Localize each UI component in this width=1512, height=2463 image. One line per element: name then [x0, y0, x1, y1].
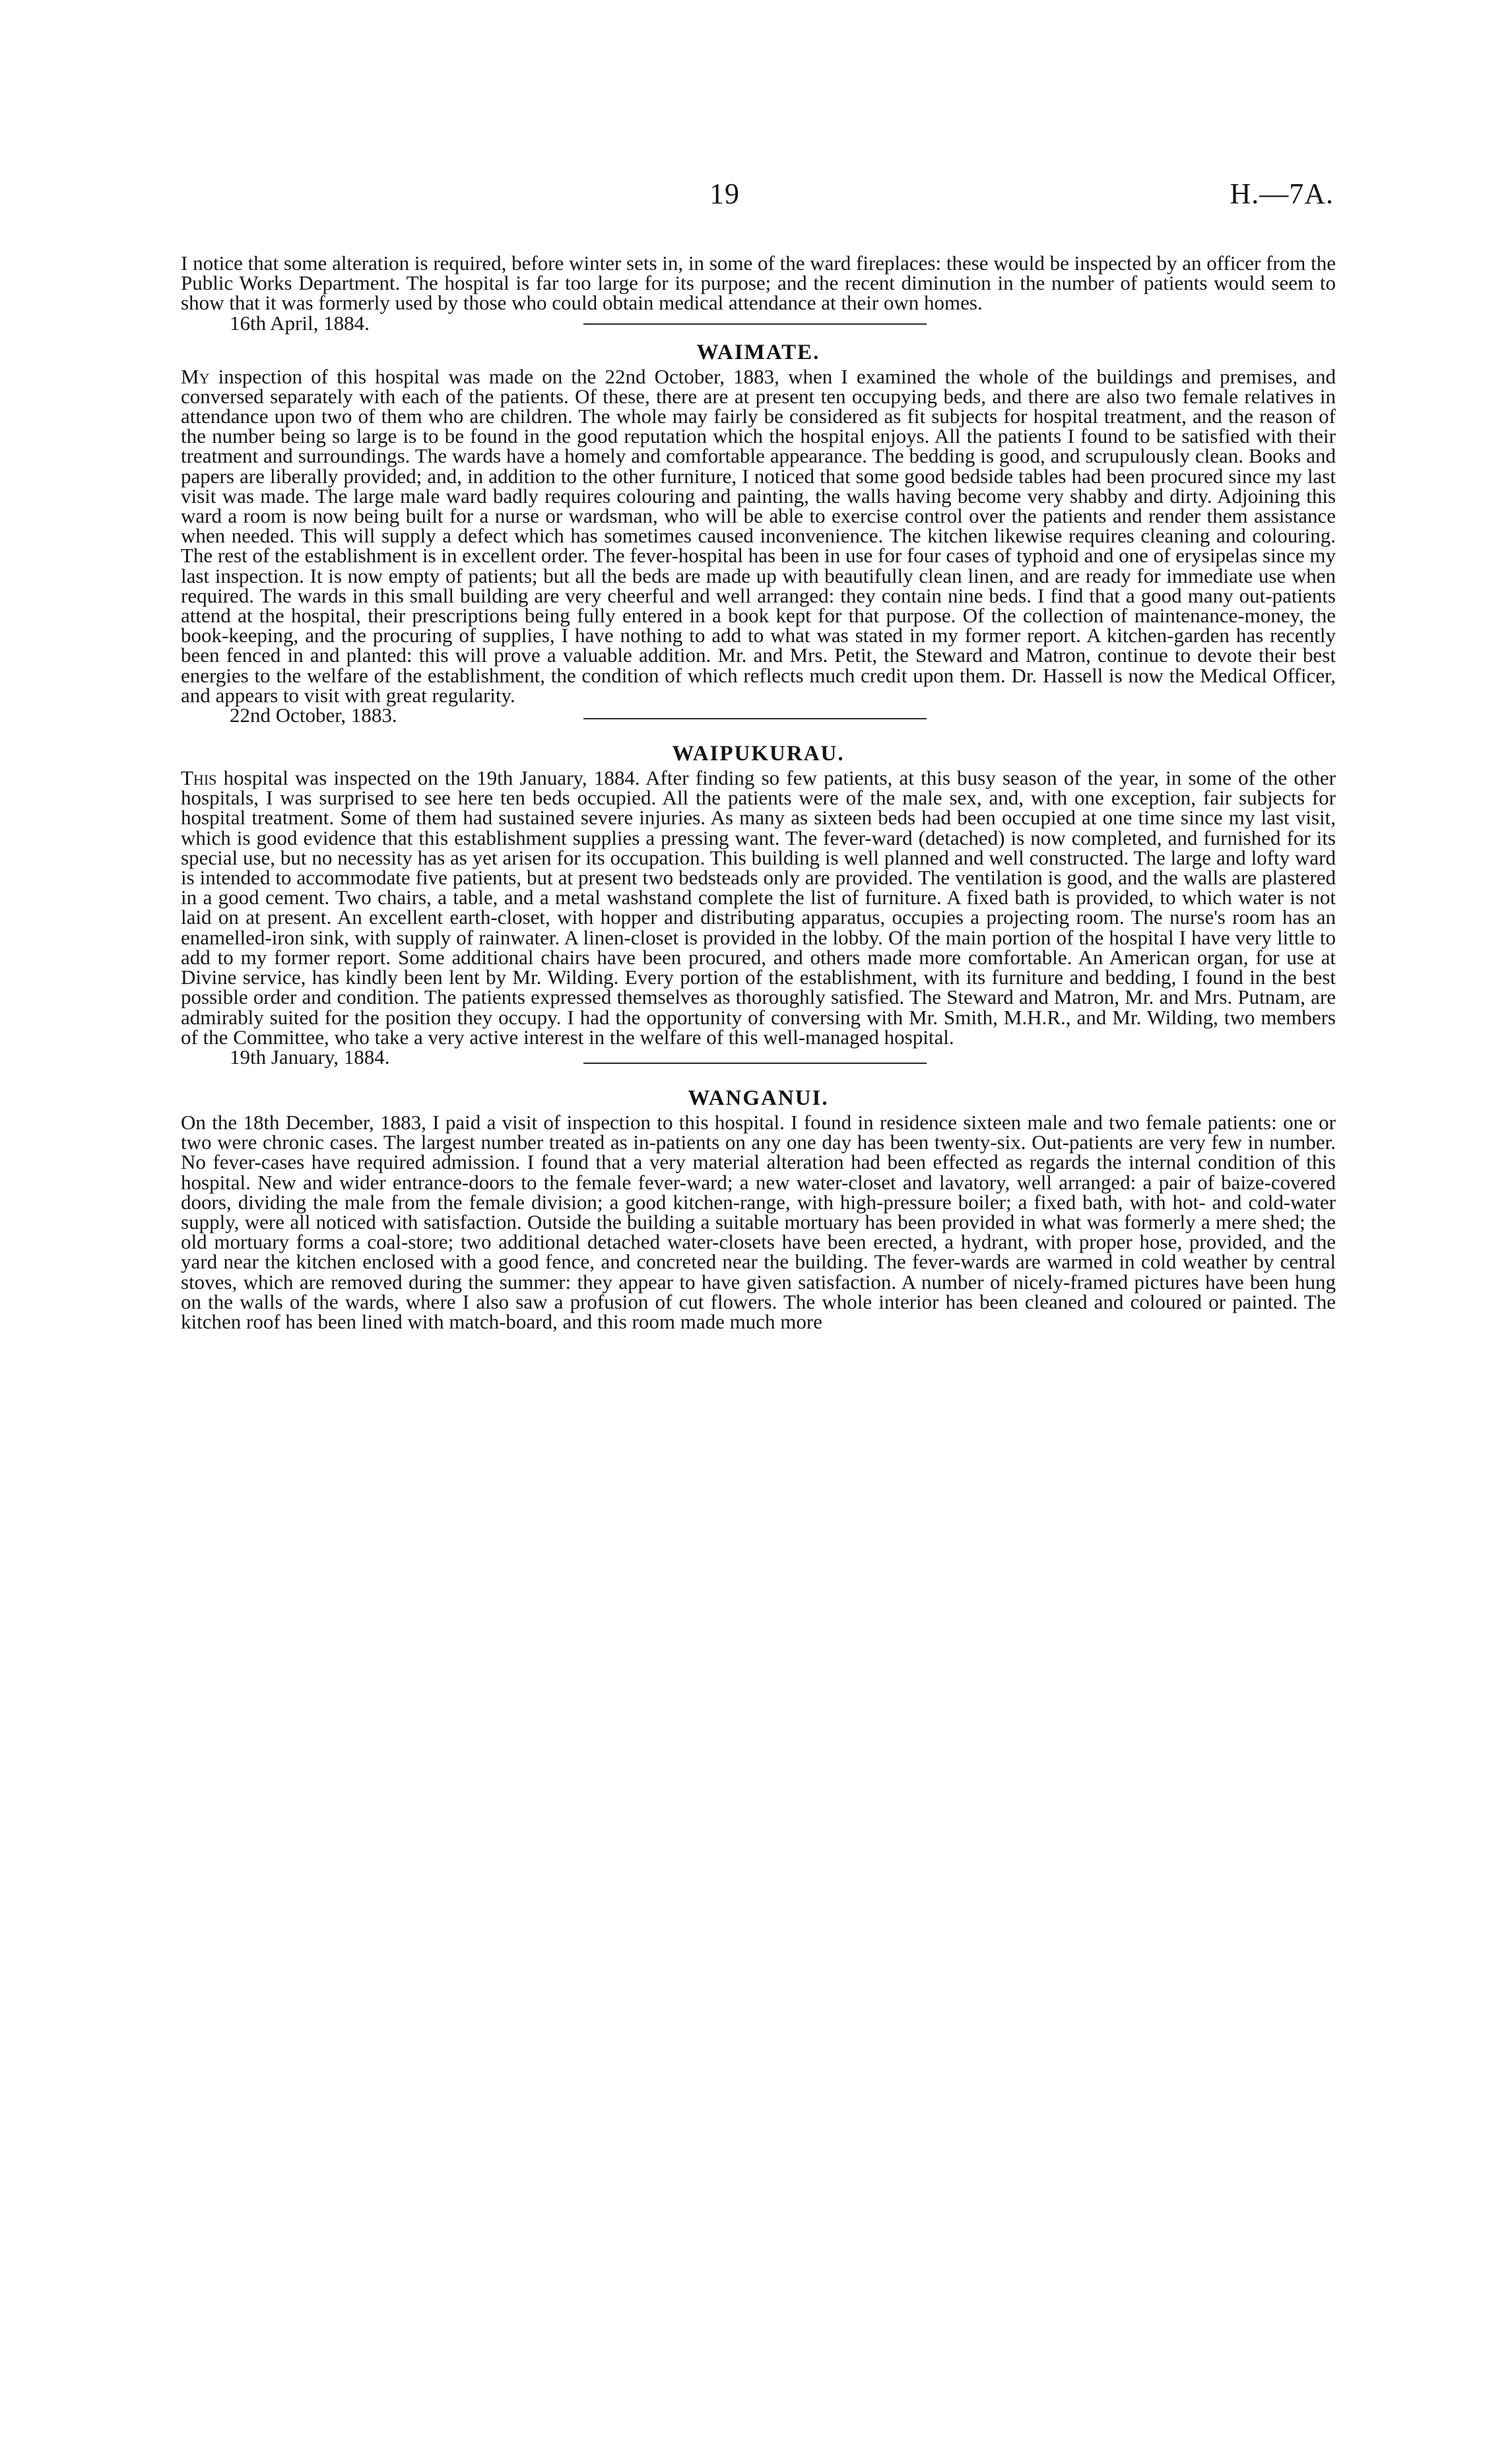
section-paragraph-waimate [181, 364, 1336, 707]
section-title-wanganui: WANGANUI. [688, 1086, 829, 1110]
report-body [181, 253, 1336, 1332]
section-title-waipukurau: WAIPUKURAU. [672, 742, 845, 766]
section-title-waimate: WAIMATE. [696, 340, 820, 364]
section-first-word: This [181, 766, 217, 790]
section-paragraph-wanganui: On the 18th December, 1883, I paid a visit of inspection to this hospital. I found in residence sixteen male and two female patients: one or two were chronic cases. The largest number treated as in-patients on any one day has been twenty-six. Out-patients are very few in number. No fever-cases have required admission. I found that a very material alteration had been effected as regards the internal condition of this hospital. New and wider entrance-doors to the female fever-ward; a new water-closet and lavatory, well arranged: a pair of baize-covered doors, dividing the male from the female division; a good kitchen-range, with high-pressure boiler; a fixed bath, with hot- and cold-water supply, were all noticed with satisfaction. Outside the building a suitable mortuary has been provided in what was formerly a mere shed; the old mortuary forms a coal-store; two additional detached water-closets have been erected, a hydrant, with proper hose, provided, and the yard near the kitchen enclosed with a good fence, and concreted near the building. The fever-wards are warmed in cold weather by central stoves, which are removed during the summer: they appear to have given satisfaction. A number of nicely-framed pictures have been hung on the walls of the wards, where I also saw a profusion of cut flowers. The whole interior has been cleaned and coloured or painted. The kitchen roof has been lined with match-board, and this room made much more [181, 1110, 1336, 1333]
page-header [0, 177, 1512, 216]
intro-date: 16th April, 1884. [230, 311, 370, 335]
section-date-waipukurau: 19th January, 1884. [230, 1045, 390, 1068]
section-text: hospital was inspected on the 19th January, 1884. After finding so few patients, at this busy season of the year, in some of the other hospitals, I was surprised to see here ten beds occupied. All the patients were of the male sex, and, with one exception, fair subjects for hospital treatment. Some of them had sustained severe injuries. As many as sixteen beds had been occupied at one time since my last visit, which is good evidence that this establishment supplies a pressing want. The fever-ward (detached) is now completed, and furnished for its special use, but no necessity has as yet arisen for its occupation. This building is well planned and well constructed. The large and lofty ward is intended to accommodate five patients, but at present two bedsteads only are provided. The ventilation is good, and the walls are plastered in a good cement. Two chairs, a table, and a metal washstand complete the list of furniture. A fixed bath is provided, to which water is not laid on at present. An excellent earth-closet, with hopper and distributing apparatus, occupies a projecting room. The nurse's room has an enamelled-iron sink, with supply of rainwater. A linen-closet is provided in the lobby. Of the main portion of the hospital I have very little to add to my former report. Some additional chairs have been procured, and others made more comfortable. An American organ, for use at Divine service, has kindly been lent by Mr. Wilding. Every portion of the establishment, with its furniture and bedding, I found in the best possible order and condition. The patients expressed themselves as thoroughly satisfied. The Steward and Matron, Mr. and Mrs. Putnam, are admirably suited for the position they occupy. I had the opportunity of conversing with Mr. Smith, M.H.R., and Mr. Wilding, two members of the Committee, who take a very active interest in the welfare of this well-managed hospital. [181, 766, 1336, 1049]
section-paragraph-waipukurau [181, 768, 1336, 1047]
document-reference: H.—7A. [1230, 178, 1334, 210]
page-number: 19 [709, 178, 740, 210]
section-text: inspection of this hospital was made on the 22nd October, 1883, when I examined the whole of the buildings and premises, and conversed separately with each of the patients. Of these, there are at present ten occupying beds, and there are also two female relatives in attendance upon two of them who are children. The whole may fairly be considered as fit subjects for hospital treatment, and the reason of the number being so large is to be found in the good reputation which the hospital enjoys. All the patients I found to be satisfied with their treatment and surroundings. The wards have a homely and comfortable appearance. The bedding is good, and scrupulously clean. Books and papers are liberally provided; and, in addition to the other furniture, I noticed that some good bedside tables had been procured since my last visit was made. The large male ward badly requires colouring and painting, the walls having become very shabby and dirty. Adjoining this ward a room is now being built for a nurse or wardsman, who will be able to exercise control over the patients and render them assistance when needed. This will supply a defect which has sometimes caused inconvenience. The kitchen likewise requires cleaning and colouring. The rest of the establishment is in excellent order. The fever-hospital has been in use for four cases of typhoid and one of erysipelas since my last inspection. It is now empty of patients; but all the beds are made up with beautifully clean linen, and are ready for immediate use when required. The wards in this small building are very cheerful and well arranged: they contain nine beds. I find that a good many out-patients attend at the hospital, their prescriptions being fully entered in a book kept for that purpose. Of the collection of maintenance-money, the book-keeping, and the procuring of supplies, I have nothing to add to what was stated in my former report. A kitchen-garden has recently been fenced in and planted: this will prove a valuable addition. Mr. and Mrs. Petit, the Steward and Matron, continue to devote their best energies to the welfare of the establishment, the condition of which reflects much credit upon them. Dr. Hassell is now the Medical Officer, and appears to visit with great regularity. [181, 364, 1336, 707]
section-first-word: My [181, 364, 210, 388]
intro-paragraph: I notice that some alteration is required, before winter sets in, in some of the ward fireplaces: these would be inspected by an officer from the Public Works Department. The hospital is far too large for its purpose; and the recent diminution in the number of patients would seem to show that it was formerly used by those who could obtain medical attendance at their own homes. [181, 251, 1336, 315]
section-date-waimate: 22nd October, 1883. [230, 704, 397, 727]
